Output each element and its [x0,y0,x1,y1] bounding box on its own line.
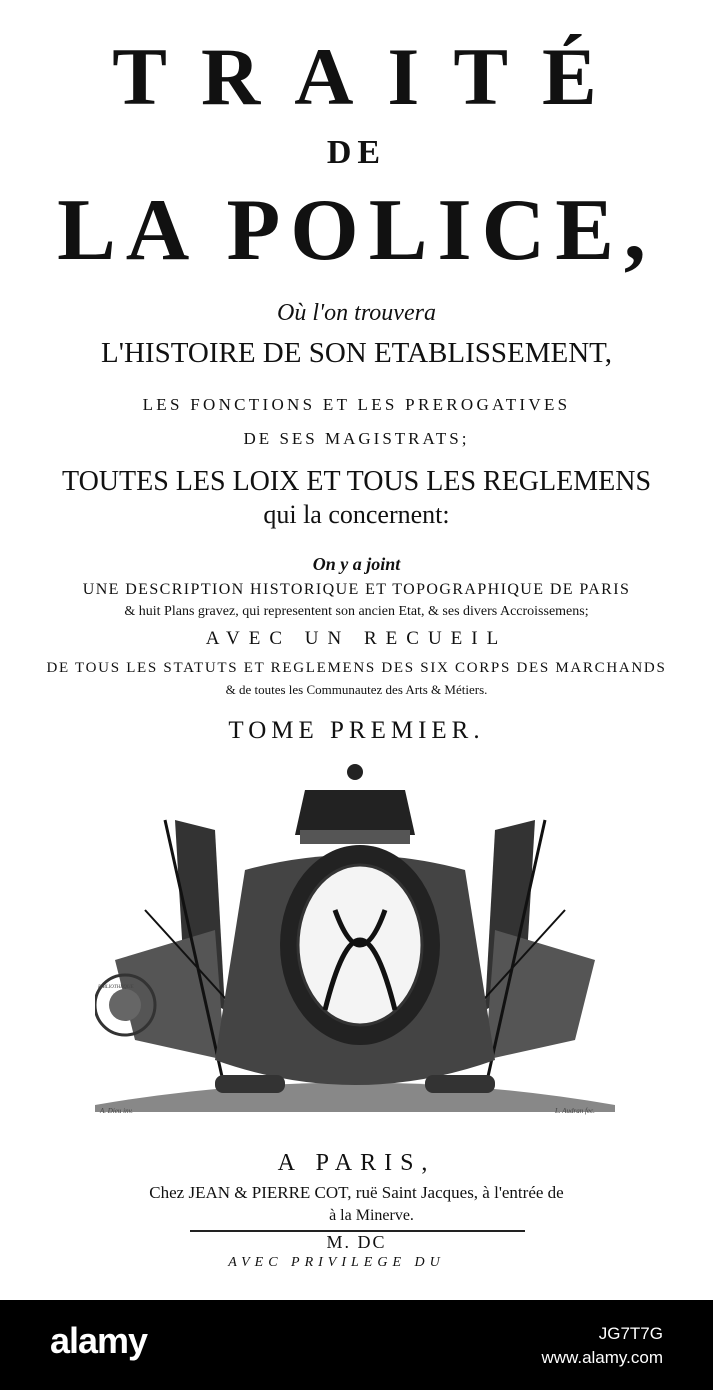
joint-description: UNE DESCRIPTION HISTORIQUE ET TOPOGRAPHIQUE DE PARIS [82,581,631,598]
subtitle-loix: TOUTES LES LOIX ET TOUS LES REGLEMENS [61,466,652,497]
privilege: AVEC PRIVILEGE DU [228,1255,445,1270]
alamy-logo: alamy [50,1320,148,1361]
joint-intro: On y a joint [312,554,401,574]
engraver-left: A. Dieu inv. [100,1107,133,1115]
recueil-intro: AVEC UN RECUEIL [205,628,508,649]
subtitle-concernent: qui la concernent: [263,500,450,529]
shield [280,845,440,1045]
crown-icon [295,764,415,844]
recueil-communautez: & de toutes les Communautez des Arts & Métiers. [225,682,488,697]
stamp-text: BIBLIOTHEQUE [98,985,134,990]
volume-label: TOME PREMIER. [228,717,485,744]
subtitle-histoire: L'HISTOIRE DE SON ETABLISSEMENT, [101,337,612,369]
joint-plans: & huit Plans gravez, qui representent son ancien Etat, & ses divers Accroissemens; [124,604,589,619]
ground [95,1083,615,1113]
imprint-year: M. DC [326,1232,387,1252]
engraver-right: L. Audran fec. [555,1107,595,1115]
subtitle-intro: Où l'on trouvera [277,300,436,326]
subtitle-fonctions: LES FONCTIONS ET LES PREROGATIVES [142,395,571,414]
watermark-bar [0,1300,713,1390]
imprint-city: A PARIS, [277,1150,436,1176]
recueil-statuts: DE TOUS LES STATUTS ET REGLEMENS DES SIX CORPS DES MARCHANDS [46,660,667,676]
title-la-police: LA POLICE, [57,182,656,279]
imprint-sign: à la Minerve. [329,1207,414,1224]
subtitle-magistrats: DE SES MAGISTRATS; [243,429,470,448]
imprint-publisher: Chez JEAN & PIERRE COT, ruë Saint Jacques, à l'entrée de [149,1183,564,1202]
royal-coat-of-arms-engraving [95,760,615,1120]
title-de: DE [326,134,387,171]
site-url: www.alamy.com [541,1348,663,1367]
image-id: JG7T7G [598,1324,663,1343]
title-traite: TRAITÉ [112,31,631,122]
